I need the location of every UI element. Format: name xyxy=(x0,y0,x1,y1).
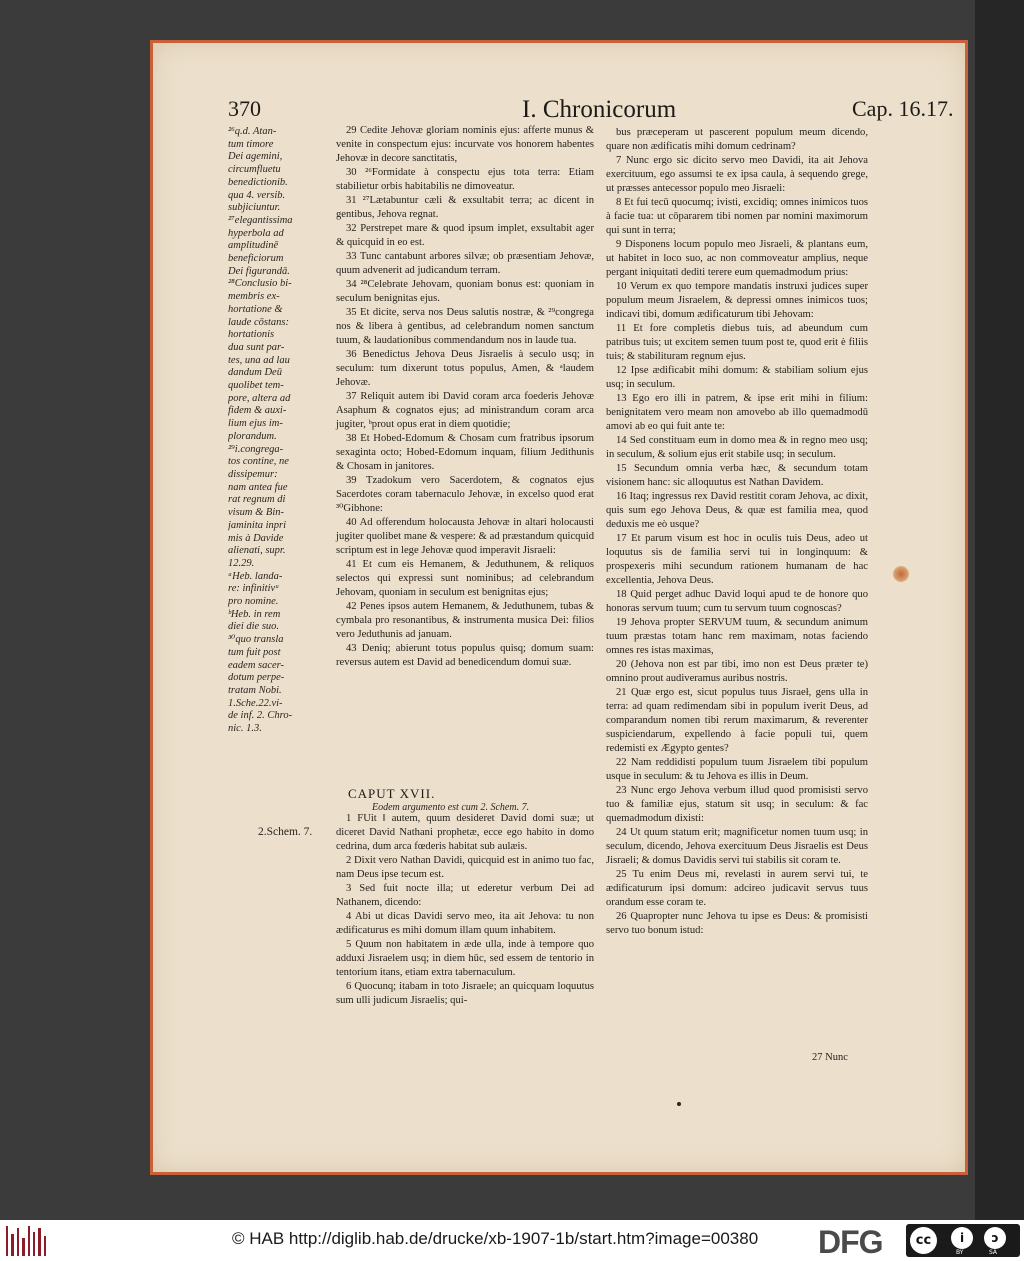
schem-reference: 2.Schem. 7. xyxy=(258,826,313,838)
verse-paragraph: 20 (Jehova non est par tibi, imo non est Deus præter te) omnino prout audiveramus auribus nostris. xyxy=(606,659,868,684)
verse-paragraph: 23 Nunc ergo Jehova verbum illud quod promisisti servo tuo & familiæ ejus, statum sit usq; in seculum: & fac quemadmodum dixisti: xyxy=(606,785,868,824)
margin-note-line: fidem & auxi- xyxy=(228,405,287,417)
margin-note-line: Dei agemini, xyxy=(228,151,283,163)
margin-note-line: dissipemur: xyxy=(228,468,278,480)
source-url-link[interactable]: © HAB http://diglib.hab.de/drucke/xb-1907-1b/start.htm?image=00380 xyxy=(232,1229,759,1248)
left-text-column-chapter-17 xyxy=(336,812,594,1008)
verse-paragraph: 19 Jehova propter SERVUM tuum, & secundum animum tuum præstas totam hanc rem maximam, notas faciendo omnes res istas maximas, xyxy=(606,617,868,656)
caput-subheading: Eodem argumento est cum 2. Schem. 7. xyxy=(372,802,530,813)
verse-paragraph: 24 Ut quum statum erit; magnificetur nomen tuum usq; in seculum, dicendo, Jehova exercituum Deus Jisraelis est Deus Jisraeli; & domus Davidis servi tui stabilis sit coram te. xyxy=(606,827,868,866)
sa-label: SA xyxy=(989,1249,998,1256)
margin-note-line: qua 4. versib. xyxy=(228,189,286,201)
margin-note-line: rat regnum di xyxy=(228,494,286,506)
verse-paragraph: 38 Et Hobed-Edomum & Chosam cum fratribus ipsorum sexaginta octo; Hobed-Edomum inquam, filium Jedithunis & Chosam in janitores. xyxy=(336,433,594,472)
margin-note-line: hortatione & xyxy=(228,303,283,315)
chapter-label: Cap. 16.17. xyxy=(852,96,954,121)
ink-dot xyxy=(677,1102,681,1106)
margin-note-line: jaminita inpri xyxy=(228,519,287,531)
verse-paragraph: 8 Et fui tecū quocumq; ivisti, excidiq; omnes inimicos tuos à facie tua: ut cōpararem tibi nomen par nomini maximorum qui sunt in terra; xyxy=(606,197,868,236)
margin-note-line: tratam Nobi. xyxy=(228,684,282,696)
cc-icon: cc xyxy=(910,1227,937,1254)
verse-paragraph: 17 Et parum visum est hoc in oculis tuis Deus, adeo ut loquutus sis de familia servi tui in longinquum: & prospexeris mihi secundum rationem humanam de hac excellentia, Jehova Deus. xyxy=(606,533,868,586)
verse-paragraph: 39 Tzadokum vero Sacerdotem, & cognatos ejus Sacerdotes coram tabernaculo Jehovæ, in excelso quod erat ³⁰Gibhone: xyxy=(336,475,594,514)
margin-note-line: tum fuit post xyxy=(228,646,281,658)
margin-note-line: mis à Davide xyxy=(228,532,284,544)
paper-stain xyxy=(893,566,909,582)
by-attribution-icon: i xyxy=(951,1227,973,1249)
cc-license-badge[interactable] xyxy=(906,1224,1020,1257)
margin-notes xyxy=(228,126,336,736)
margin-note-line: visum & Bin- xyxy=(228,507,284,519)
verse-paragraph: bus præceperam ut pascerent populum meum dicendo, quare non ædificatis mihi domum cedrinam? xyxy=(606,127,868,152)
verse-paragraph: 43 Deniq; abierunt totus populus quisq; domum suam: reversus autem est David ad benedicendum domui suæ. xyxy=(336,643,594,668)
left-text-column xyxy=(336,124,594,670)
verse-paragraph: 15 Secundum omnia verba hæc, & secundum totam visionem hanc: sic alloquutus est Nathan Davidem. xyxy=(606,463,868,488)
verse-paragraph: 34 ²⁸Celebrate Jehovam, quoniam bonus est: quoniam in seculum benignitas ejus. xyxy=(336,279,594,304)
margin-note-line: membris ex- xyxy=(228,291,280,303)
verse-paragraph: 16 Itaq; ingressus rex David restitit coram Jehova, ac dixit, quis sum ego Jehova Deus, & quæ est familia mea, quod deduxis me eò usque? xyxy=(606,491,868,530)
verse-paragraph: 1 FUit ‖ autem, quum desideret David domi suæ; ut diceret David Nathani prophetæ, ecce ego habito in domo cedrina, dum arca fœderis habitat sub aulæis. xyxy=(336,813,594,852)
margin-note-line: dotum perpe- xyxy=(228,672,285,684)
margin-note-line: ᵃHeb. landa- xyxy=(228,570,283,582)
margin-note-line: Dei figurandā. xyxy=(228,265,290,277)
verse-paragraph: 41 Et cum eis Hemanem, & Jeduthunem, & reliquos selectos qui expressi sunt nominibus; ad celebrandum Jehovam, quoniam in seculum est benignitas ejus; xyxy=(336,559,594,598)
verse-paragraph: 37 Reliquit autem ibi David coram arca foederis Jehovæ Asaphum & cognatos ejus; ad ministrandum coram arca jugiter, ᵇprout opus erat in diem quotidie; xyxy=(336,391,594,430)
verse-paragraph: 4 Abi ut dicas Davidi servo meo, ita ait Jehova: tu non ædificaturus es mihi domum illam quum inhabitem. xyxy=(336,911,594,936)
margin-note-line: laude cōstans: xyxy=(228,316,289,328)
margin-note-line: re: infinitivᵘ xyxy=(228,583,279,595)
verse-paragraph: 13 Ego ero illi in patrem, & ipse erit mihi in filium: benignitatem vero meam non amovebo ab illo quemadmodū amovi ab eo qui fuit ante te: xyxy=(606,393,868,432)
verse-paragraph: 29 Cedite Jehovæ gloriam nominis ejus: afferte munus & venite in conspectum ejus: incurvate vos honorem habentes Jehovæ in decore sanctitatis, xyxy=(336,125,594,164)
verse-paragraph: 2 Dixit vero Nathan Davidi, quicquid est in animo tuo fac, nam Deus ipse tecum est. xyxy=(336,855,594,880)
margin-note-line: amplitudinē xyxy=(228,240,279,252)
verse-paragraph: 22 Nam reddidisti populum tuum Jisraelem tibi populum usque in seculum: & tu Jehova es illis in Deum. xyxy=(606,757,868,782)
verse-paragraph: 12 Ipse ædificabit mihi domum: & stabiliam solium ejus usq; in seculum. xyxy=(606,365,868,390)
verse-paragraph: 6 Quocunq; itabam in toto Jisraele; an quicquam loquutus sum ulli judicum Jisraelis; qui- xyxy=(336,981,594,1006)
margin-note-line: alienati, supr. xyxy=(228,545,286,557)
verse-paragraph: 18 Quid perget adhuc David loqui apud te de honore quo honoras servum tuum; cum tu servum tuum cognoscas? xyxy=(606,589,868,614)
verse-paragraph: 42 Penes ipsos autem Hemanem, & Jeduthunem, tubas & cymbala pro resonantibus, & instrumenta musica Dei: filios vero Jeduthunis ad januam. xyxy=(336,601,594,640)
verse-paragraph: 35 Et dicite, serva nos Deus salutis nostræ, & ²⁹congrega nos & libera à gentibus, ad celebrandum nomen sanctum tuum, & laudationibus commendandum nos in laude tua. xyxy=(336,307,594,346)
margin-note-line: lium ejus im- xyxy=(228,418,283,430)
catchword: 27 Nunc xyxy=(812,1052,848,1063)
verse-paragraph: 21 Quæ ergo est, sicut populus tuus Jisraeł, gens ulla in terra: ad quam redimendam sibi in populum iverit Deus, ad comparandum nomen tibi rerum maximarum, & reverenter suspiciendarum, expellendo à facie populi tui, quem redemisti ex Ægypto gentes? xyxy=(606,687,868,754)
viewer-footer xyxy=(0,1220,1024,1261)
verse-paragraph: 40 Ad offerendum holocausta Jehovæ in altari holocausti jugiter quolibet mane & vespere: & ad præstandum quicquid scriptum est in lege Jehovæ quod imperavit Jisraeli: xyxy=(336,517,594,556)
margin-note-line: hyperbola ad xyxy=(228,227,284,239)
margin-note-line: pore, altera ad xyxy=(228,392,291,404)
scan-edge-strip xyxy=(975,0,1024,1220)
sa-share-alike-icon: ↄ xyxy=(984,1227,1006,1249)
verse-paragraph: 30 ²⁶Formidate à conspectu ejus tota terra: Etiam stabilietur orbis habitabilis ne dimoveatur. xyxy=(336,167,594,192)
verse-paragraph: 11 Et fore completis diebus tuis, ad abeundum cum patribus tuis; ut excitem semen tuum post te, quod erit è filiis tuis; & stabilituram regnum ejus. xyxy=(606,323,868,362)
margin-note-line: 1.Sche.22.vi- xyxy=(228,697,283,709)
margin-note-line: quolibet tem- xyxy=(228,380,284,392)
verse-paragraph: 33 Tunc cantabunt arbores silvæ; ob præsentiam Jehovæ, quum advenerit ad judicandum terram. xyxy=(336,251,594,276)
margin-note-line: pro nomine. xyxy=(228,596,279,608)
dfg-logo[interactable]: DFG xyxy=(818,1224,883,1260)
verse-paragraph: 36 Benedictus Jehova Deus Jisraelis à seculo usq; in seculum: tum dixerunt totus populus, Amen, & ᵃlaudem Jehovæ. xyxy=(336,349,594,388)
verse-paragraph: 7 Nunc ergo sic dicito servo meo Davidi, ita ait Jehova exercituum, ego assumsi te ex ipsa caula, à sequendo grege, ut præsses antecessor populo meo Jisraeli: xyxy=(606,155,868,194)
caput-heading: CAPUT XVII. xyxy=(348,786,436,801)
verse-paragraph: 9 Disponens locum populo meo Jisraeli, & plantans eum, ut habitet in loco suo, ac non commoveatur amplius, neque pergant iniquitati dediti terere eum quemadmodum prius: xyxy=(606,239,868,278)
verse-paragraph: 10 Verum ex quo tempore mandatis instruxi judices super populum meum Jisraelem, & depressi omnes inimicos tuos; indicavi tibi, domum ædificaturum tibi Jehovam: xyxy=(606,281,868,320)
margin-note-line: circumfluetu xyxy=(228,164,281,176)
margin-note-line: tum timore xyxy=(228,138,274,150)
by-label: BY xyxy=(956,1249,964,1256)
margin-note-line: plorandum. xyxy=(228,430,277,442)
verse-paragraph: 31 ²⁷Lætabuntur cæli & exsultabit terra; ac dicent in gentibus, Jehova regnat. xyxy=(336,195,594,220)
margin-note-line: 12.29. xyxy=(228,557,255,569)
margin-note-line: diei die suo. xyxy=(228,621,280,633)
book-title: I. Chronicorum xyxy=(522,96,677,123)
margin-note-line: ²⁹i.congrega- xyxy=(228,443,284,455)
verse-paragraph: 26 Quapropter nunc Jehova tu ipse es Deus: & promisisti servo tuo bonum istud: xyxy=(606,911,868,936)
hab-logo-icon[interactable] xyxy=(6,1226,46,1256)
margin-note-line: eadem sacer- xyxy=(228,659,285,671)
page-number: 370 xyxy=(228,96,261,121)
margin-note-line: dua sunt par- xyxy=(228,341,285,353)
margin-note-line: subjiciuntur. xyxy=(228,202,281,214)
margin-note-line: benedictionib. xyxy=(228,176,288,188)
margin-note-line: ²⁷elegantissima xyxy=(228,214,293,226)
verse-paragraph: 25 Tu enim Deus mi, revelasti in aurem servi tui, te ædificaturum ipsi domum: adcireo judicavit servus tuus orandum esse coram te. xyxy=(606,869,868,908)
verse-paragraph: 3 Sed fuit nocte illa; ut ederetur verbum Dei ad Nathanem, dicendo: xyxy=(336,883,594,908)
margin-note-line: ³⁰quo transla xyxy=(228,634,284,646)
margin-note-line: tos contine, ne xyxy=(228,456,289,468)
margin-note-line: nic. 1.3. xyxy=(228,723,262,735)
verse-paragraph: 32 Perstrepet mare & quod ipsum implet, exsultabit ager & quicquid in eo est. xyxy=(336,223,594,248)
margin-note-line: de inf. 2. Chro- xyxy=(228,710,293,722)
margin-note-line: beneficiorum xyxy=(228,253,284,265)
margin-note-line: tes, una ad lau xyxy=(228,354,290,366)
right-text-column xyxy=(606,126,868,938)
margin-note-line: nam antea fue xyxy=(228,481,288,493)
margin-note-line: ²⁸Conclusio bi- xyxy=(228,278,292,290)
verse-paragraph: 5 Quum non habitatem in æde ulla, inde à tempore quo adduxi Jisraelem usq; in diem hūc, sed essem de tentorio in tentorium itans, etiam extra tabernaculum. xyxy=(336,939,594,978)
verse-paragraph: 14 Sed constituam eum in domo mea & in regno meo usq; in seculum, & solium ejus erit stabile usq; in seculum. xyxy=(606,435,868,460)
margin-note-line: hortationis xyxy=(228,329,275,341)
margin-note-line: ²⁶q.d. Atan- xyxy=(228,126,277,137)
margin-note-line: dandum Deū xyxy=(228,367,282,379)
margin-note-line: ᵇHeb. in rem xyxy=(228,608,281,620)
